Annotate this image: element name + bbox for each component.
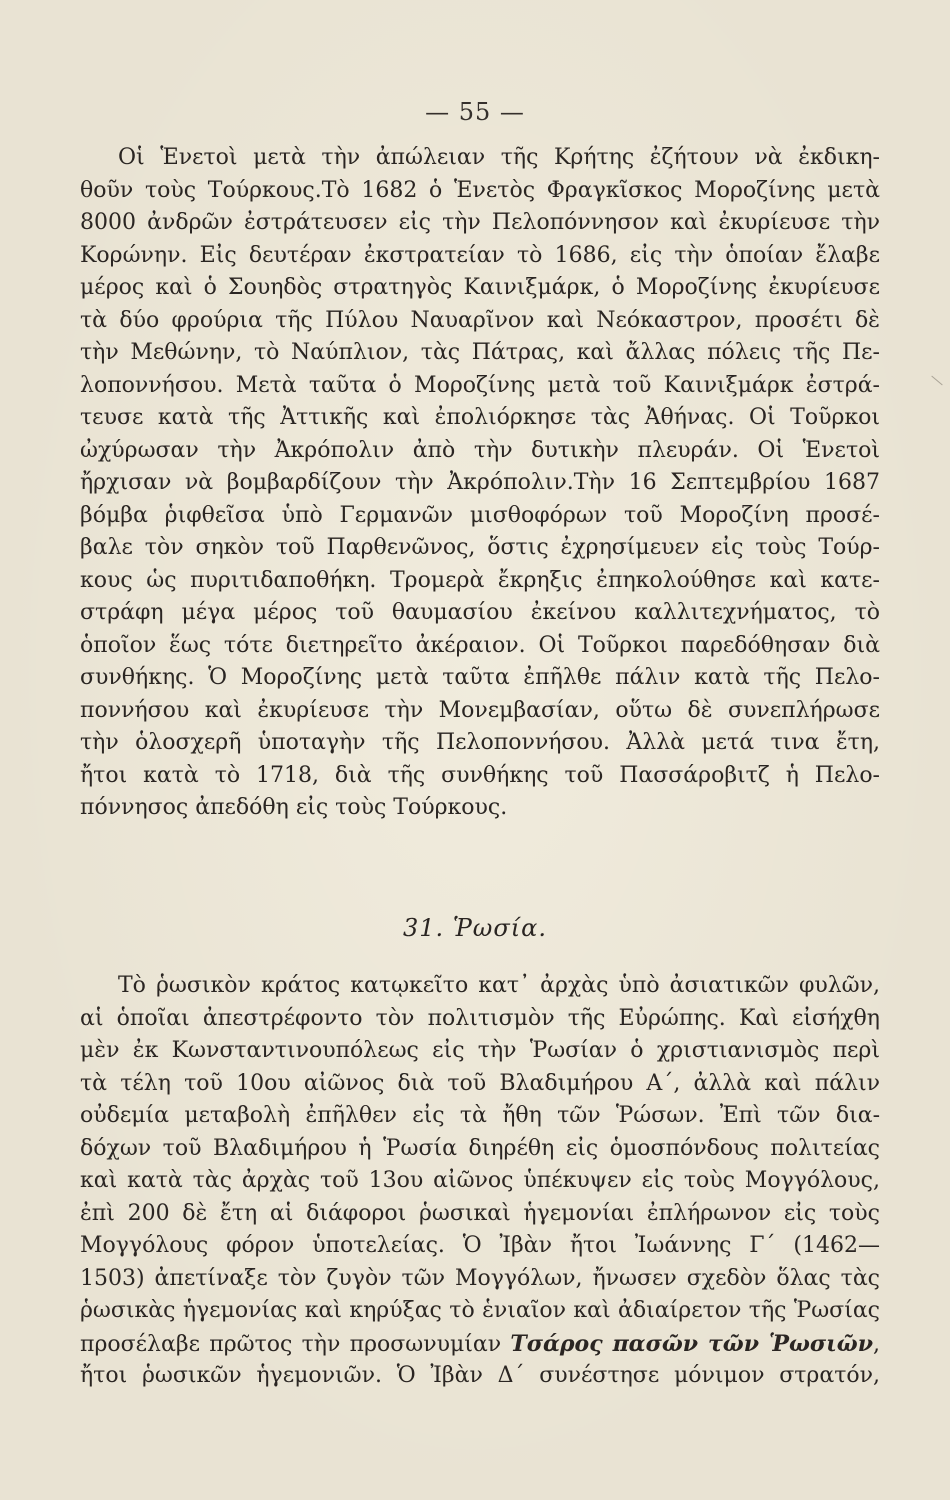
text-line: ὠχύρωσαν τὴν Ἀκρόπολιν ἀπὸ τὴν δυτικὴν πλευράν. Οἱ Ἑνετοὶ <box>80 437 880 463</box>
text-line: τὰ δύο φρούρια τῆς Πύλου Ναυαρῖνον καὶ Νεόκαστρον, προσέτι δὲ <box>80 307 880 333</box>
text-line: Οἱ Ἑνετοὶ μετὰ τὴν ἀπώλειαν τῆς Κρήτης ἐζήτουν νὰ ἐκδικη- <box>118 145 880 170</box>
text-line: στράφη μέγα μέρος τοῦ θαυμασίου ἐκείνου καλλιτεχνήματος, τὸ <box>80 600 880 625</box>
text-line: 1503) ἀπετίναξε τὸν ζυγὸν τῶν Μογγόλων, ἤνωσεν σχεδὸν ὅλας τὰς <box>80 1265 880 1291</box>
text-line: ῥωσικὰς ἡγεμονίας καὶ κηρύξας τὸ ἑνιαῖον καὶ ἀδιαίρετον τῆς Ῥωσίας <box>80 1298 880 1323</box>
text-line <box>80 1328 880 1361</box>
text-line: λοποννήσου. Μετὰ ταῦτα ὁ Μοροζίνης μετὰ τοῦ Καινιξμάρκ ἐστρά- <box>80 372 880 398</box>
text-line: 8000 ἀνδρῶν ἐστράτευσεν εἰς τὴν Πελοπόννησον καὶ ἐκυρίευσε τὴν <box>80 210 880 235</box>
text-line: καὶ κατὰ τὰς ἀρχὰς τοῦ 13ου αἰῶνος ὑπέκυψεν εἰς τοὺς Μογγόλους, <box>80 1168 880 1193</box>
text-line: μέρος καὶ ὁ Σουηδὸς στρατηγὸς Καινιξμάρκ, ὁ Μοροζίνης ἐκυρίευσε <box>80 275 880 300</box>
text-line: ἐπὶ 200 δὲ ἔτη αἱ διάφοροι ῥωσικαὶ ἡγεμονίαι ἐπλήρωνον εἰς τοὺς <box>80 1200 880 1226</box>
paragraph-venetians <box>80 142 880 825</box>
text-line: αἱ ὁποῖαι ἀπεστρέφοντο τὸν πολιτισμὸν τῆς Εὐρώπης. Καὶ εἰσήχθη <box>80 1005 880 1031</box>
text-line: πόννησος ἀπεδόθη εἰς τοὺς Τούρκους. <box>80 795 508 820</box>
margin-mark <box>931 376 942 386</box>
text-line: τὰ τέλη τοῦ 10ου αἰῶνος διὰ τοῦ Βλαδιμήρου Α΄, ἀλλὰ καὶ πάλιν <box>80 1070 880 1096</box>
text-run: προσέλαβε πρῶτος τὴν προσωνυμίαν <box>80 1331 511 1357</box>
text-line: οὐδεμία μεταβολὴ ἐπῆλθεν εἰς τὰ ἤθη τῶν Ῥώσων. Ἐπὶ τῶν δια- <box>80 1103 880 1128</box>
text-run: , <box>873 1331 881 1357</box>
text-line: μὲν ἐκ Κωνσταντινουπόλεως εἰς τὴν Ῥωσίαν ὁ χριστιανισμὸς περὶ <box>80 1038 880 1063</box>
text-line: ποννήσου καὶ ἐκυρίευσε τὴν Μονεμβασίαν, οὕτω δὲ συνεπλήρωσε <box>80 697 880 723</box>
page-number: — 55 — <box>425 98 525 126</box>
text-line: βαλε τὸν σηκὸν τοῦ Παρθενῶνος, ὅστις ἐχρησίμευεν εἰς τοὺς Τούρ- <box>80 535 880 560</box>
text-line: Κορώνην. Εἰς δευτέραν ἐκστρατείαν τὸ 1686, εἰς τὴν ὁποίαν ἔλαβε <box>80 242 880 268</box>
text-line: βόμβα ῥιφθεῖσα ὑπὸ Γερμανῶν μισθοφόρων τοῦ Μοροζίνη προσέ- <box>80 502 880 528</box>
text-line: θοῦν τοὺς Τούρκους.Τὸ 1682 ὁ Ἑνετὸς Φραγκῖσκος Μοροζίνης μετὰ <box>80 177 880 203</box>
text-line: συνθήκης. Ὁ Μοροζίνης μετὰ ταῦτα ἐπῆλθε πάλιν κατὰ τῆς Πελο- <box>80 665 880 690</box>
text-line: ἤτοι κατὰ τὸ 1718, διὰ τῆς συνθήκης τοῦ Πασσάροβιτζ ἡ Πελο- <box>80 762 880 788</box>
text-line: τὴν ὁλοσχερῆ ὑποταγὴν τῆς Πελοποννήσου. Ἀλλὰ μετά τινα ἔτη, <box>80 730 880 755</box>
paragraph-russia <box>80 970 880 1393</box>
text-line: ὁποῖον ἕως τότε διετηρεῖτο ἀκέραιον. Οἱ Τοῦρκοι παρεδόθησαν διὰ <box>80 632 880 658</box>
text-line: Μογγόλους φόρον ὑποτελείας. Ὁ Ἰβὰν ἤτοι Ἰωάννης Γ΄ (1462— <box>80 1233 880 1258</box>
text-line: ἤτοι ῥωσικῶν ἡγεμονιῶν. Ὁ Ἰβὰν Δ΄ συνέστησε μόνιμον στρατόν, <box>80 1363 880 1388</box>
text-line: Τὸ ῥωσικὸν κράτος κατῳκεῖτο κατ᾽ ἀρχὰς ὑπὸ ἀσιατικῶν φυλῶν, <box>118 973 880 998</box>
text-line: τὴν Μεθώνην, τὸ Ναύπλιον, τὰς Πάτρας, καὶ ἄλλας πόλεις τῆς Πε- <box>80 340 880 365</box>
text-line: κους ὡς πυριτιδαποθήκη. Τρομερὰ ἔκρηξις ἐπηκολούθησε καὶ κατε- <box>80 567 880 593</box>
text-line: ἤρχισαν νὰ βομβαρδίζουν τὴν Ἀκρόπολιν.Τὴν 16 Σεπτεμβρίου 1687 <box>80 470 880 495</box>
text-line: τευσε κατὰ τῆς Ἀττικῆς καὶ ἐπολιόρκησε τὰς Ἀθήνας. Οἱ Τοῦρκοι <box>80 405 880 430</box>
emphasized-title: Τσάρος πασῶν τῶν Ῥωσιῶν <box>510 1330 874 1357</box>
section-heading: 31. Ῥωσία. <box>403 914 547 942</box>
text-line: δόχων τοῦ Βλαδιμήρου ἡ Ῥωσία διηρέθη εἰς ὁμοσπόνδους πολιτείας <box>80 1135 880 1161</box>
